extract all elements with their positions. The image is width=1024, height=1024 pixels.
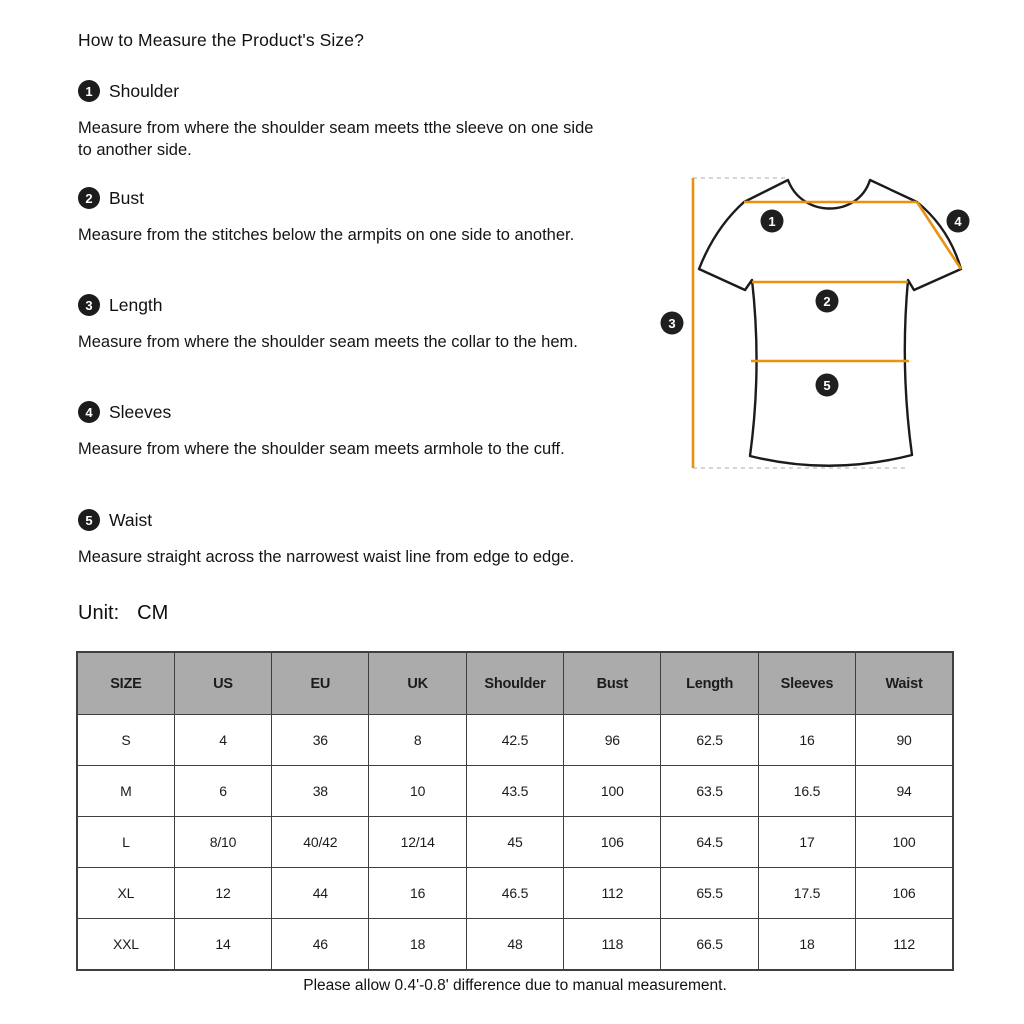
cell: 46.5 [466,868,563,919]
cell: XL [77,868,174,919]
cell: XXL [77,919,174,971]
instruction-length-label: Length [109,294,163,315]
cell: 14 [174,919,271,971]
instruction-bust [78,187,144,209]
cell: 112 [564,868,661,919]
step-5-badge: 5 [78,509,100,531]
step-3-badge: 3 [78,294,100,316]
cell: 17 [758,817,855,868]
cell: 18 [369,919,466,971]
cell: 45 [466,817,563,868]
cell: 63.5 [661,766,758,817]
diagram-marker-1 [761,210,784,233]
measurement-tolerance-note: Please allow 0.4'-0.8' difference due to manual measurement. [303,977,727,994]
instruction-sleeves [78,401,171,423]
cell: 18 [758,919,855,971]
cell: 118 [564,919,661,971]
tshirt-outline [699,180,961,466]
cell: 90 [856,715,953,766]
instruction-sleeves-description: Measure from where the shoulder seam meets armhole to the cuff. [78,440,565,458]
step-2-badge: 2 [78,187,100,209]
cell: 96 [564,715,661,766]
step-1-badge: 1 [78,80,100,102]
column-header-shoulder: Shoulder [466,652,563,715]
cell: 112 [856,919,953,971]
svg-text:3: 3 [668,316,676,331]
cell: 44 [272,868,369,919]
cell: 46 [272,919,369,971]
cell: 100 [564,766,661,817]
page-title: How to Measure the Product's Size? [78,30,364,50]
column-header-uk: UK [369,652,466,715]
size-chart-table [76,651,954,971]
table-row-l [77,817,953,868]
table-row-xl [77,868,953,919]
cell: 8 [369,715,466,766]
instruction-length-description: Measure from where the shoulder seam meets the collar to the hem. [78,333,578,351]
instruction-waist-label: Waist [109,509,153,530]
svg-text:5: 5 [823,378,831,393]
instruction-length [78,294,163,316]
cell: 12/14 [369,817,466,868]
instruction-shoulder-label: Shoulder [109,80,180,101]
cell: 16 [758,715,855,766]
cell: 10 [369,766,466,817]
unit-label: Unit: [78,602,120,624]
table-row-xxl [77,919,953,971]
cell: L [77,817,174,868]
svg-text:2: 2 [823,294,831,309]
cell: 17.5 [758,868,855,919]
cell: 65.5 [661,868,758,919]
cell: 36 [272,715,369,766]
cell: 8/10 [174,817,271,868]
cell: 106 [564,817,661,868]
instruction-waist [78,509,152,531]
step-4-badge: 4 [78,401,100,423]
cell: 64.5 [661,817,758,868]
column-header-size: SIZE [77,652,174,715]
unit-indicator [78,602,168,625]
cell: 38 [272,766,369,817]
size-chart-header-row [77,652,953,715]
column-header-sleeves: Sleeves [758,652,855,715]
svg-text:4: 4 [954,214,962,229]
cell: S [77,715,174,766]
cell: 94 [856,766,953,817]
cell: 62.5 [661,715,758,766]
cell: 16 [369,868,466,919]
diagram-marker-2 [816,290,839,313]
cell: 6 [174,766,271,817]
svg-text:1: 1 [768,214,776,229]
column-header-eu: EU [272,652,369,715]
cell: 16.5 [758,766,855,817]
cell: 4 [174,715,271,766]
cell: M [77,766,174,817]
instruction-bust-label: Bust [109,187,145,208]
instruction-shoulder-description: Measure from where the shoulder seam meets tthe sleeve on one side to another side. [78,119,594,159]
cell: 40/42 [272,817,369,868]
diagram-marker-3 [661,312,684,335]
instruction-shoulder [78,80,179,102]
cell: 106 [856,868,953,919]
cell: 42.5 [466,715,563,766]
instruction-sleeves-label: Sleeves [109,401,172,422]
cell: 66.5 [661,919,758,971]
instruction-bust-description: Measure from the stitches below the armpits on one side to another. [78,226,575,244]
diagram-marker-4 [947,210,970,233]
tshirt-diagram [640,150,1024,490]
column-header-bust: Bust [564,652,661,715]
unit-value: CM [137,602,169,624]
cell: 48 [466,919,563,971]
instruction-waist-description: Measure straight across the narrowest waist line from edge to edge. [78,548,575,566]
column-header-length: Length [661,652,758,715]
diagram-marker-5 [816,374,839,397]
column-header-waist: Waist [856,652,953,715]
cell: 12 [174,868,271,919]
column-header-us: US [174,652,271,715]
cell: 100 [856,817,953,868]
table-row-m [77,766,953,817]
cell: 43.5 [466,766,563,817]
table-row-s [77,715,953,766]
